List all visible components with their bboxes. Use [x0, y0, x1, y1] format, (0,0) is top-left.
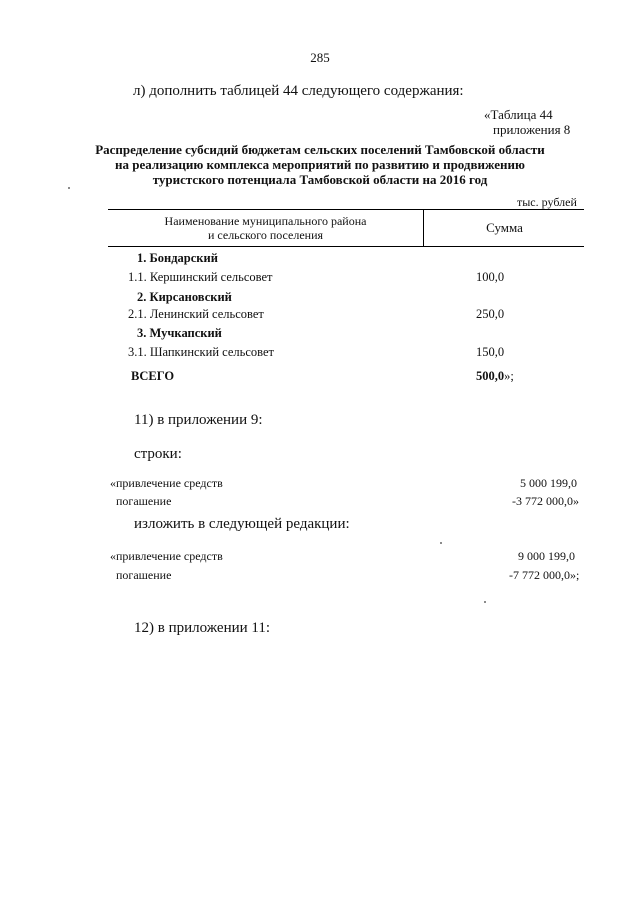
total-label: ВСЕГО — [131, 369, 175, 383]
title-line-3: туристского потенциала Тамбовской области на 2016 год — [152, 172, 488, 187]
table-reference: «Таблица 44 — [484, 107, 553, 122]
page-number: 285 — [310, 50, 330, 65]
value-cell: 250,0 — [476, 307, 505, 321]
new-value-2: -7 772 000,0»; — [509, 568, 580, 582]
new-label-1: «привлечение средств — [110, 549, 223, 563]
total-value-cell — [476, 369, 514, 384]
table-title — [0, 142, 640, 187]
district-row: 3. Мучкапский — [137, 326, 222, 340]
value-cell: 150,0 — [476, 345, 505, 359]
new-value-1: 9 000 199,0 — [518, 549, 575, 563]
old-value-2: -3 772 000,0» — [512, 494, 579, 508]
header-name-line-2: и сельского поселения — [207, 228, 324, 242]
rows-word: строки: — [134, 446, 182, 462]
title-line-1: Распределение субсидий бюджетам сельских поселений Тамбовской области — [95, 142, 545, 157]
district-row: 2. Кирсановский — [137, 290, 232, 304]
header-name-cell — [108, 210, 424, 246]
item-12: 12) в приложении 11: — [134, 620, 271, 636]
old-value-1: 5 000 199,0 — [520, 476, 577, 490]
unit-label: тыс. рублей — [517, 195, 577, 209]
old-label-2: погашение — [116, 494, 172, 508]
scan-speck — [440, 542, 442, 544]
scan-speck — [484, 601, 486, 603]
old-label-1: «привлечение средств — [110, 476, 223, 490]
village-row: 2.1. Ленинский сельсовет — [128, 307, 264, 321]
table-reference-annex: приложения 8 — [493, 122, 571, 137]
village-row: 3.1. Шапкинский сельсовет — [128, 345, 274, 359]
header-sum-cell: Сумма — [486, 220, 523, 235]
total-value: 500,0 — [476, 369, 505, 383]
item-11: 11) в приложении 9: — [134, 412, 263, 428]
district-row: 1. Бондарский — [137, 251, 218, 265]
table-header — [108, 209, 584, 247]
value-cell: 100,0 — [476, 270, 505, 284]
scan-speck — [68, 187, 70, 189]
title-line-2: на реализацию комплекса мероприятий по развитию и продвижению — [115, 157, 525, 172]
header-name-line-1: Наименование муниципального района — [164, 214, 367, 228]
new-label-2: погашение — [116, 568, 172, 582]
amendment-line: л) дополнить таблицей 44 следующего содержания: — [133, 83, 464, 99]
replace-line: изложить в следующей редакции: — [134, 516, 350, 532]
total-suffix: »; — [504, 369, 514, 383]
village-row: 1.1. Кершинский сельсовет — [128, 270, 273, 284]
